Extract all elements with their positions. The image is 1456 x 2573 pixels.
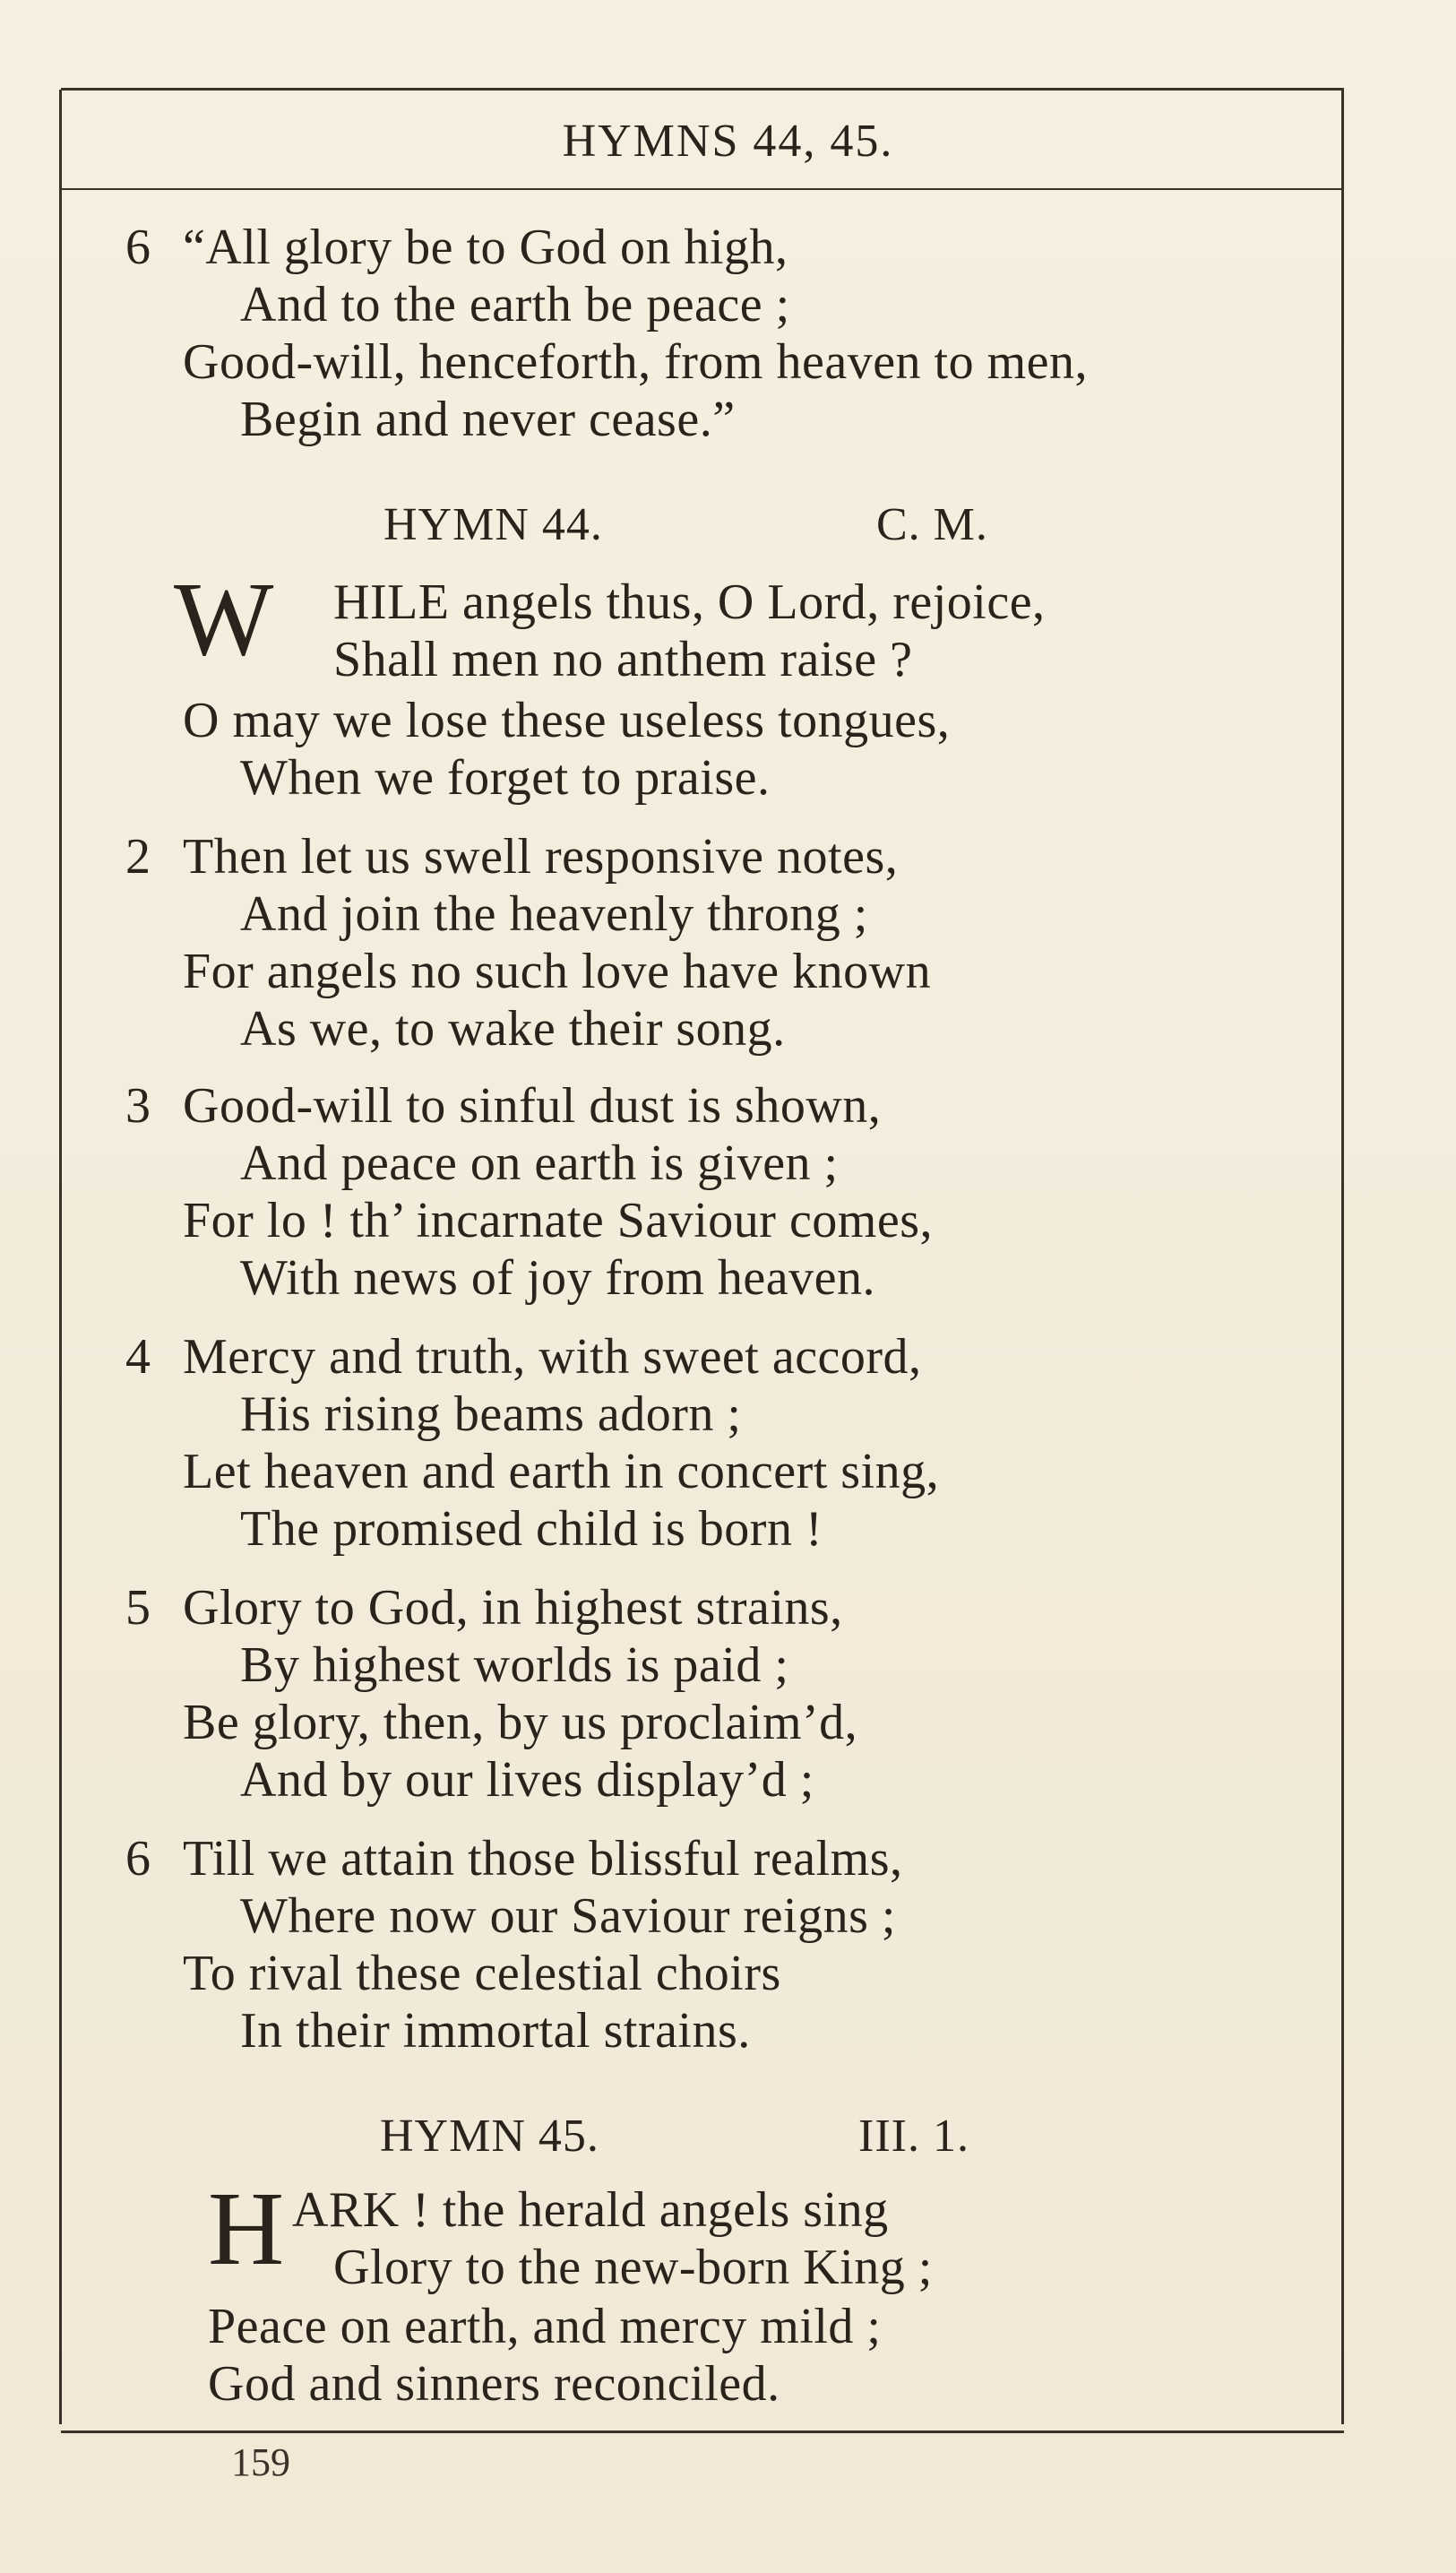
bottom-rule: [61, 2431, 1344, 2433]
verse-line: For angels no such love have known: [183, 944, 932, 999]
verse-line: And by our lives display’d ;: [240, 1752, 814, 1808]
stanza-number: 6: [125, 1831, 151, 1887]
verse-line: Let heaven and earth in concert sing,: [183, 1444, 940, 1499]
stanza-number: 6: [125, 220, 151, 275]
verse-line: In their immortal strains.: [240, 2003, 751, 2059]
verse-line: By highest worlds is paid ;: [240, 1637, 789, 1693]
running-head: HYMNS 44, 45.: [562, 116, 894, 167]
verse-line: For lo ! th’ incarnate Saviour comes,: [183, 1193, 934, 1248]
verse-line: Good-will, henceforth, from heaven to men,: [183, 334, 1089, 390]
verse-line: God and sinners reconciled.: [208, 2356, 780, 2412]
verse-line: Then let us swell responsive notes,: [183, 829, 899, 885]
verse-line: To rival these celestial choirs: [183, 1946, 781, 2001]
stanza-number: 4: [125, 1329, 151, 1385]
top-border-rule: [61, 88, 1344, 91]
left-border-rule: [59, 90, 62, 2424]
hymn-44-title: HYMN 44.: [383, 499, 603, 550]
verse-line: O may we lose these useless tongues,: [183, 693, 951, 748]
hymn-44-meter: C. M.: [876, 499, 988, 550]
hymn-45-meter: III. 1.: [858, 2111, 969, 2162]
verse-line: Till we attain those blissful realms,: [183, 1831, 903, 1887]
verse-line: And join the heavenly throng ;: [240, 886, 868, 942]
verse-line: With news of joy from heaven.: [240, 1250, 875, 1306]
verse-line: As we, to wake their song.: [240, 1001, 786, 1057]
verse-line: HILE angels thus, O Lord, rejoice,: [333, 574, 1046, 630]
verse-line: Glory to God, in highest strains,: [183, 1580, 843, 1636]
page-number: 159: [231, 2440, 290, 2484]
verse-line: Where now our Saviour reigns ;: [240, 1888, 896, 1944]
verse-line: His rising beams adorn ;: [240, 1386, 742, 1442]
verse-line: ARK ! the herald angels sing: [292, 2182, 889, 2238]
verse-line: Mercy and truth, with sweet accord,: [183, 1329, 922, 1385]
drop-cap-w: W: [174, 560, 274, 678]
stanza-number: 3: [125, 1078, 151, 1134]
verse-line: Peace on earth, and mercy mild ;: [208, 2299, 882, 2354]
verse-line: “All glory be to God on high,: [183, 220, 788, 275]
verse-line: And peace on earth is given ;: [240, 1135, 839, 1191]
verse-line: Begin and never cease.”: [240, 392, 736, 447]
stanza-number: 5: [125, 1580, 151, 1636]
stanza-number: 2: [125, 829, 151, 885]
drop-cap-h: H: [208, 2170, 285, 2287]
header-rule: [61, 188, 1342, 190]
hymn-45-title: HYMN 45.: [380, 2111, 599, 2162]
verse-line: Be glory, then, by us proclaim’d,: [183, 1695, 858, 1750]
right-border-rule: [1341, 90, 1344, 2424]
verse-line: The promised child is born !: [240, 1501, 823, 1557]
verse-line: Glory to the new-born King ;: [333, 2240, 933, 2295]
verse-line: And to the earth be peace ;: [240, 277, 790, 332]
verse-line: Shall men no anthem raise ?: [333, 632, 913, 687]
verse-line: When we forget to praise.: [240, 750, 771, 806]
verse-line: Good-will to sinful dust is shown,: [183, 1078, 882, 1134]
